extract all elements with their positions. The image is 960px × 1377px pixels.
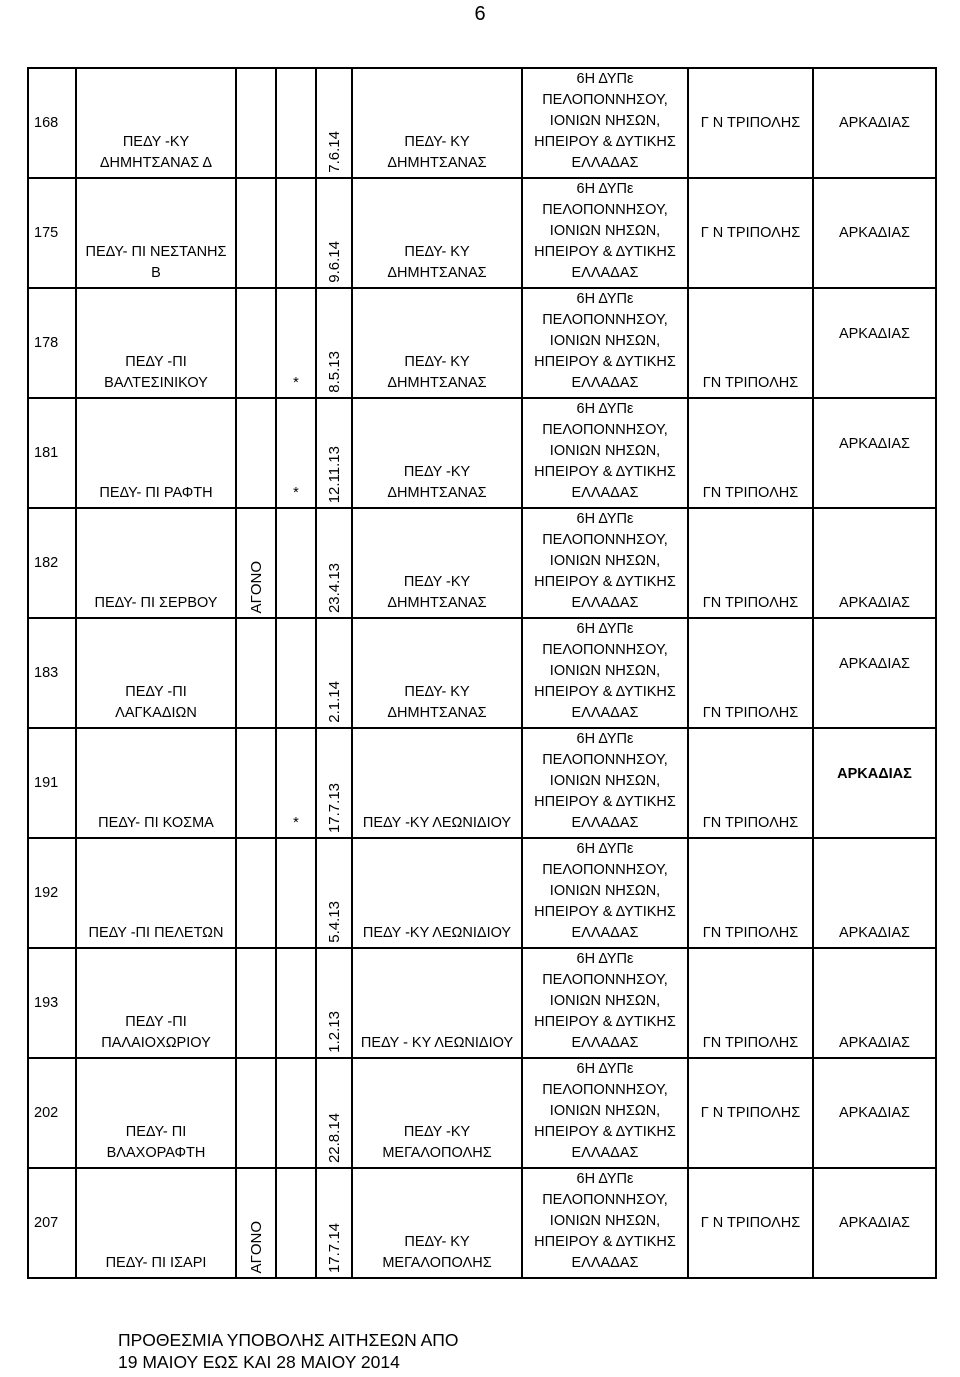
deadline-line-2: 19 ΜΑΙΟΥ ΕΩΣ ΚΑΙ 28 ΜΑΙΟΥ 2014 [118, 1352, 400, 1372]
unit-name: ΠΕΔΥ- ΠΙ ΒΛΑΧΟΡΑΦΤΗ [76, 1058, 236, 1168]
row-number: 193 [28, 948, 76, 1058]
prefecture: ΑΡΚΑΔΙΑΣ [813, 68, 936, 178]
asterisk-mark [276, 178, 316, 288]
table-row [28, 838, 936, 948]
hospital: ΓΝ ΤΡΙΠΟΛΗΣ [688, 948, 813, 1058]
asterisk-mark [276, 618, 316, 728]
table-body [28, 68, 936, 1278]
health-directorate: 6Η ΔΥΠε ΠΕΛΟΠΟΝΝΗΣΟΥ, ΙΟΝΙΩΝ ΝΗΣΩΝ, ΗΠΕΙΡΟΥ & ΔΥΤΙΚΗΣ ΕΛΛΑΔΑΣ [522, 178, 688, 288]
health-center: ΠΕΔΥ - ΚΥ ΛΕΩΝΙΔΙΟΥ [352, 948, 522, 1058]
vacancy-date-cell [316, 288, 352, 398]
prefecture: ΑΡΚΑΔΙΑΣ [813, 288, 936, 398]
prefecture: ΑΡΚΑΔΙΑΣ [813, 1058, 936, 1168]
hospital: Γ Ν ΤΡΙΠΟΛΗΣ [688, 68, 813, 178]
health-directorate: 6Η ΔΥΠε ΠΕΛΟΠΟΝΝΗΣΟΥ, ΙΟΝΙΩΝ ΝΗΣΩΝ, ΗΠΕΙΡΟΥ & ΔΥΤΙΚΗΣ ΕΛΛΑΔΑΣ [522, 68, 688, 178]
asterisk-mark [276, 1058, 316, 1168]
health-directorate: 6Η ΔΥΠε ΠΕΛΟΠΟΝΝΗΣΟΥ, ΙΟΝΙΩΝ ΝΗΣΩΝ, ΗΠΕΙΡΟΥ & ΔΥΤΙΚΗΣ ΕΛΛΑΔΑΣ [522, 838, 688, 948]
table-row [28, 618, 936, 728]
deadline-line-1: ΠΡΟΘΕΣΜΙΑ ΥΠΟΒΟΛΗΣ ΑΙΤΗΣΕΩΝ ΑΠΟ [118, 1330, 459, 1350]
prefecture: ΑΡΚΑΔΙΑΣ [813, 178, 936, 288]
vacancy-date: 9.6.14 [325, 241, 343, 283]
asterisk-mark [276, 1168, 316, 1278]
vacancy-date-cell [316, 1168, 352, 1278]
health-directorate: 6Η ΔΥΠε ΠΕΛΟΠΟΝΝΗΣΟΥ, ΙΟΝΙΩΝ ΝΗΣΩΝ, ΗΠΕΙΡΟΥ & ΔΥΤΙΚΗΣ ΕΛΛΑΔΑΣ [522, 728, 688, 838]
hospital: Γ Ν ΤΡΙΠΟΛΗΣ [688, 178, 813, 288]
remote-status-cell [236, 398, 276, 508]
remote-status-cell [236, 728, 276, 838]
vacancy-date: 7.6.14 [325, 131, 343, 173]
health-directorate: 6Η ΔΥΠε ΠΕΛΟΠΟΝΝΗΣΟΥ, ΙΟΝΙΩΝ ΝΗΣΩΝ, ΗΠΕΙΡΟΥ & ΔΥΤΙΚΗΣ ΕΛΛΑΔΑΣ [522, 1058, 688, 1168]
health-directorate: 6Η ΔΥΠε ΠΕΛΟΠΟΝΝΗΣΟΥ, ΙΟΝΙΩΝ ΝΗΣΩΝ, ΗΠΕΙΡΟΥ & ΔΥΤΙΚΗΣ ΕΛΛΑΔΑΣ [522, 948, 688, 1058]
remote-status: ΑΓΟΝΟ [247, 1220, 265, 1273]
remote-status: ΑΓΟΝΟ [247, 560, 265, 613]
table-row [28, 948, 936, 1058]
table-row [28, 178, 936, 288]
health-center: ΠΕΔΥ -ΚΥ ΜΕΓΑΛΟΠΟΛΗΣ [352, 1058, 522, 1168]
row-number: 178 [28, 288, 76, 398]
remote-status-cell [236, 288, 276, 398]
health-directorate: 6Η ΔΥΠε ΠΕΛΟΠΟΝΝΗΣΟΥ, ΙΟΝΙΩΝ ΝΗΣΩΝ, ΗΠΕΙΡΟΥ & ΔΥΤΙΚΗΣ ΕΛΛΑΔΑΣ [522, 618, 688, 728]
remote-status-cell [236, 1168, 276, 1278]
vacancy-date-cell [316, 838, 352, 948]
vacancy-date: 17.7.14 [325, 1222, 343, 1273]
row-number: 182 [28, 508, 76, 618]
vacancy-date: 22.8.14 [325, 1112, 343, 1163]
prefecture: ΑΡΚΑΔΙΑΣ [813, 1168, 936, 1278]
row-number: 207 [28, 1168, 76, 1278]
vacancy-date-cell [316, 618, 352, 728]
prefecture: ΑΡΚΑΔΙΑΣ [813, 508, 936, 618]
table-row [28, 728, 936, 838]
table-row [28, 288, 936, 398]
row-number: 175 [28, 178, 76, 288]
hospital: ΓΝ ΤΡΙΠΟΛΗΣ [688, 508, 813, 618]
prefecture: ΑΡΚΑΔΙΑΣ [813, 948, 936, 1058]
row-number: 181 [28, 398, 76, 508]
vacancy-date-cell [316, 1058, 352, 1168]
unit-name: ΠΕΔΥ- ΠΙ ΣΕΡΒΟΥ [76, 508, 236, 618]
remote-status-cell [236, 508, 276, 618]
asterisk-mark [276, 508, 316, 618]
row-number: 202 [28, 1058, 76, 1168]
vacancy-date: 17.7.13 [325, 782, 343, 833]
unit-name: ΠΕΔΥ -ΠΙ ΛΑΓΚΑΔΙΩΝ [76, 618, 236, 728]
vacancy-table [27, 67, 937, 1279]
hospital: Γ Ν ΤΡΙΠΟΛΗΣ [688, 1058, 813, 1168]
vacancy-date: 2.1.14 [325, 681, 343, 723]
health-directorate: 6Η ΔΥΠε ΠΕΛΟΠΟΝΝΗΣΟΥ, ΙΟΝΙΩΝ ΝΗΣΩΝ, ΗΠΕΙΡΟΥ & ΔΥΤΙΚΗΣ ΕΛΛΑΔΑΣ [522, 1168, 688, 1278]
hospital: ΓΝ ΤΡΙΠΟΛΗΣ [688, 288, 813, 398]
vacancy-date: 23.4.13 [325, 562, 343, 613]
table-row [28, 1058, 936, 1168]
remote-status-cell [236, 178, 276, 288]
vacancy-date: 8.5.13 [325, 351, 343, 393]
health-center: ΠΕΔΥ -ΚΥ ΔΗΜΗΤΣΑΝΑΣ [352, 508, 522, 618]
table-row [28, 1168, 936, 1278]
hospital: ΓΝ ΤΡΙΠΟΛΗΣ [688, 618, 813, 728]
health-center: ΠΕΔΥ- ΚΥ ΔΗΜΗΤΣΑΝΑΣ [352, 618, 522, 728]
vacancy-date-cell [316, 68, 352, 178]
prefecture: ΑΡΚΑΔΙΑΣ [813, 398, 936, 508]
remote-status-cell [236, 68, 276, 178]
vacancy-date-cell [316, 398, 352, 508]
hospital: ΓΝ ΤΡΙΠΟΛΗΣ [688, 398, 813, 508]
unit-name: ΠΕΔΥ- ΠΙ ΚΟΣΜΑ [76, 728, 236, 838]
health-center: ΠΕΔΥ -ΚΥ ΛΕΩΝΙΔΙΟΥ [352, 728, 522, 838]
asterisk-mark: * [276, 398, 316, 508]
unit-name: ΠΕΔΥ -ΚΥ ΔΗΜΗΤΣΑΝΑΣ Δ [76, 68, 236, 178]
vacancy-date-cell [316, 948, 352, 1058]
submission-deadline [118, 1329, 459, 1373]
hospital: ΓΝ ΤΡΙΠΟΛΗΣ [688, 838, 813, 948]
asterisk-mark: * [276, 728, 316, 838]
hospital: Γ Ν ΤΡΙΠΟΛΗΣ [688, 1168, 813, 1278]
health-center: ΠΕΔΥ- ΚΥ ΔΗΜΗΤΣΑΝΑΣ [352, 178, 522, 288]
row-number: 191 [28, 728, 76, 838]
unit-name: ΠΕΔΥ -ΠΙ ΠΕΛΕΤΩΝ [76, 838, 236, 948]
vacancy-date-cell [316, 508, 352, 618]
row-number: 192 [28, 838, 76, 948]
health-directorate: 6Η ΔΥΠε ΠΕΛΟΠΟΝΝΗΣΟΥ, ΙΟΝΙΩΝ ΝΗΣΩΝ, ΗΠΕΙΡΟΥ & ΔΥΤΙΚΗΣ ΕΛΛΑΔΑΣ [522, 288, 688, 398]
health-directorate: 6Η ΔΥΠε ΠΕΛΟΠΟΝΝΗΣΟΥ, ΙΟΝΙΩΝ ΝΗΣΩΝ, ΗΠΕΙΡΟΥ & ΔΥΤΙΚΗΣ ΕΛΛΑΔΑΣ [522, 508, 688, 618]
remote-status-cell [236, 838, 276, 948]
remote-status-cell [236, 618, 276, 728]
unit-name: ΠΕΔΥ- ΠΙ ΙΣΑΡΙ [76, 1168, 236, 1278]
vacancy-date-cell [316, 728, 352, 838]
prefecture: ΑΡΚΑΔΙΑΣ [813, 838, 936, 948]
table-row [28, 398, 936, 508]
remote-status-cell [236, 948, 276, 1058]
unit-name: ΠΕΔΥ- ΠΙ ΝΕΣΤΑΝΗΣ Β [76, 178, 236, 288]
health-center: ΠΕΔΥ -ΚΥ ΛΕΩΝΙΔΙΟΥ [352, 838, 522, 948]
row-number: 168 [28, 68, 76, 178]
asterisk-mark [276, 68, 316, 178]
health-center: ΠΕΔΥ- ΚΥ ΜΕΓΑΛΟΠΟΛΗΣ [352, 1168, 522, 1278]
health-center: ΠΕΔΥ- ΚΥ ΔΗΜΗΤΣΑΝΑΣ [352, 68, 522, 178]
table-row [28, 68, 936, 178]
unit-name: ΠΕΔΥ- ΠΙ ΡΑΦΤΗ [76, 398, 236, 508]
asterisk-mark: * [276, 288, 316, 398]
vacancy-date: 5.4.13 [325, 901, 343, 943]
remote-status-cell [236, 1058, 276, 1168]
asterisk-mark [276, 948, 316, 1058]
prefecture: ΑΡΚΑΔΙΑΣ [813, 618, 936, 728]
health-directorate: 6Η ΔΥΠε ΠΕΛΟΠΟΝΝΗΣΟΥ, ΙΟΝΙΩΝ ΝΗΣΩΝ, ΗΠΕΙΡΟΥ & ΔΥΤΙΚΗΣ ΕΛΛΑΔΑΣ [522, 398, 688, 508]
page-number: 6 [474, 3, 486, 25]
vacancy-date: 12.11.13 [325, 445, 343, 503]
unit-name: ΠΕΔΥ -ΠΙ ΠΑΛΑΙΟΧΩΡΙΟΥ [76, 948, 236, 1058]
vacancy-date-cell [316, 178, 352, 288]
row-number: 183 [28, 618, 76, 728]
health-center: ΠΕΔΥ -ΚΥ ΔΗΜΗΤΣΑΝΑΣ [352, 398, 522, 508]
hospital: ΓΝ ΤΡΙΠΟΛΗΣ [688, 728, 813, 838]
prefecture: ΑΡΚΑΔΙΑΣ [813, 728, 936, 838]
table-row [28, 508, 936, 618]
asterisk-mark [276, 838, 316, 948]
health-center: ΠΕΔΥ- ΚΥ ΔΗΜΗΤΣΑΝΑΣ [352, 288, 522, 398]
unit-name: ΠΕΔΥ -ΠΙ ΒΑΛΤΕΣΙΝΙΚΟΥ [76, 288, 236, 398]
vacancy-date: 1.2.13 [325, 1011, 343, 1053]
